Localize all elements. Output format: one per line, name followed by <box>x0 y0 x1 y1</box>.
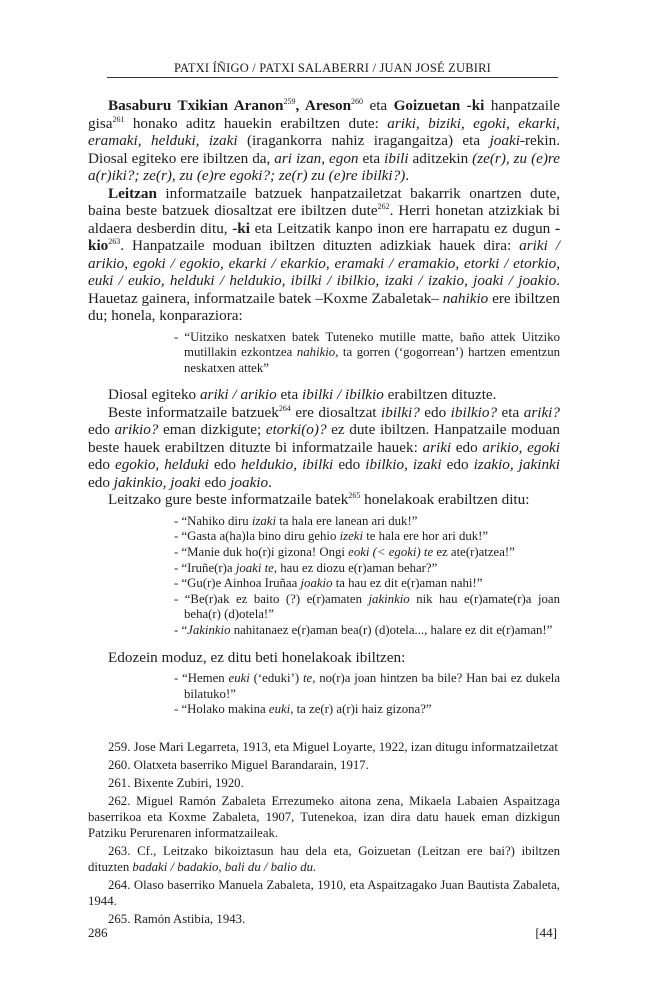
place-name: Basaburu Txikian Aranon <box>108 97 284 114</box>
verb: Jakinkio <box>187 622 231 637</box>
place-name: Goizuetan <box>393 97 461 114</box>
footnote-ref[interactable]: 262 <box>377 201 390 211</box>
text: . Herri honetan atzizkiak bi aldaera desberdin ditu, <box>88 202 560 237</box>
text: ere ibiltzen du; honela, konparaziora: <box>88 289 560 324</box>
verb: joaki te, <box>235 560 278 575</box>
text: ez dute ibiltzen. Hanpatzaile moduan beste hauek erabiltzen dituzte bi informatzaile hauek: <box>88 421 560 456</box>
quote-item <box>174 702 560 718</box>
verb: ibili <box>384 149 409 167</box>
text: eta Leitzatik kanpo inon ere harrapatu ez dugun <box>249 219 555 237</box>
verb: ibilkio? <box>450 403 498 421</box>
footnotes <box>88 739 560 929</box>
running-header: PATXI ÍÑIGO / PATXI SALABERRI / JUAN JOSÉ ZUBIRI <box>173 61 492 75</box>
text: eta <box>363 97 394 114</box>
text: edo <box>419 403 451 421</box>
verb: nahikio, <box>296 345 339 360</box>
page-number: 286 <box>88 925 108 940</box>
quote-text: te hala ere hor ari duk!” <box>363 529 489 544</box>
text: honako aditz hauekin erabiltzen dute: <box>124 114 388 132</box>
footnote-text: 263. Cf., Leitzako bikoiztasun hau dela eta, Goizuetan (Leitzan ere bai?) ibiltzen dituzten <box>88 844 560 874</box>
quote-text: - “Uitziko neskatxen batek Tuteneko mutille matte, baño attek Uitziko mutillakin ezkontzea <box>174 329 560 360</box>
text: edo <box>88 473 114 491</box>
quote-text: - “Hemen <box>174 671 229 686</box>
text: honelakoak erabiltzen ditu: <box>360 491 530 509</box>
suffix: -ki <box>460 97 485 114</box>
footnote-259: 259. Jose Mari Legarreta, 1913, eta Miguel Loyarte, 1922, izan ditugu informatzailetzat <box>108 740 558 754</box>
quote-item <box>174 576 560 592</box>
text: edo <box>451 438 483 456</box>
text: eman dizkigute; <box>158 421 266 439</box>
verb: jakinkio, joaki <box>113 473 201 491</box>
footnote-ref[interactable]: 263 <box>108 236 121 246</box>
footnote-ref[interactable]: 264 <box>278 403 291 413</box>
text: Leitzako gure beste informatzaile batek <box>108 491 349 509</box>
quote-text: - “Iruñe(r)a <box>174 560 236 575</box>
text: eta <box>276 386 303 404</box>
verb: eoki (< egoki) te <box>348 544 434 559</box>
quote-item <box>174 623 560 639</box>
verb: joakio <box>230 473 269 491</box>
text: . <box>268 473 272 491</box>
text: (iragankorra nahiz iragangaitza) eta <box>237 132 490 149</box>
quote-text: nahitanaez e(r)aman bea(r) (d)otela..., halare ez dit e(r)aman!” <box>230 622 553 637</box>
paragraph-6: Edozein moduz, ez ditu beti honelakoak ibiltzen: <box>108 648 406 666</box>
quote-item <box>174 671 560 702</box>
text: Beste informatzaile batzuek <box>108 403 279 421</box>
text: erabiltzen dituzte. <box>383 386 497 404</box>
text: edo <box>88 456 115 474</box>
quote-text: - “Nahiko diru <box>174 513 252 528</box>
footnote-ref[interactable]: 260 <box>351 96 364 106</box>
text: . Hauetaz gainera, informatzaile batek –Koxme Zabaletak– <box>88 272 560 307</box>
verb: ibilki? <box>381 403 420 421</box>
quote-text: ta ze(r) a(r)i haiz gizona?” <box>293 702 432 717</box>
text: eta <box>358 149 385 167</box>
text: -rekin. Diosal egiteko ere ibiltzen da, <box>88 132 560 167</box>
text: edo <box>88 421 115 439</box>
verb: te, <box>302 671 316 686</box>
quote-text: - “Gu(r)e Ainhoa Iruñaa <box>174 576 301 591</box>
text: ere diosaltzat <box>290 403 381 421</box>
verb: egokio, helduki <box>114 456 209 474</box>
verb-forms: (ze(r), zu (e)re a(r)iki?; ze(r), zu (e)re egoki?; ze(r) zu (e)re ibilki?) <box>88 149 561 184</box>
quote-text: (‘eduki’) <box>249 671 303 686</box>
quote-item <box>174 561 560 577</box>
text: edo <box>333 456 366 474</box>
quote-text: - “Be(r)ak ez baito (?) e(r)amaten <box>174 591 369 606</box>
text: edo <box>441 456 474 474</box>
verb: joakio <box>300 576 333 591</box>
quote-item <box>174 529 560 545</box>
main-text <box>88 97 560 728</box>
quote-item <box>174 330 560 377</box>
quote-item <box>174 545 560 561</box>
paragraph-3 <box>88 386 560 404</box>
verb: izaki <box>251 513 276 528</box>
verb: etorki(o)? <box>265 421 327 439</box>
verb-list: ariki / arikio <box>199 386 277 404</box>
verb: ibilkio, izaki <box>365 456 442 474</box>
paragraph-5 <box>88 491 560 509</box>
verb-list: ariki, biziki, egoki, ekarki, eramaki, helduki, izaki <box>88 114 560 149</box>
text: Diosal egiteko <box>108 386 200 404</box>
verb: arikio? <box>114 421 159 439</box>
verb-list: ibilki / ibilkio <box>302 386 384 404</box>
comma: , <box>295 97 305 114</box>
place-name: Leitzan <box>108 184 157 202</box>
quote-item <box>174 514 560 530</box>
quote-text: no(r)a joan hintzen ba bile? Han bai ez dukela bilatuko!” <box>184 671 561 701</box>
text: informatzaile batzuek hanpatzailetzat bakarrik onartzen dute, baina beste batzuek diosaltzat ere ibiltzen dute <box>88 184 560 219</box>
quote-text: hau ez diozu e(r)aman behar?” <box>277 560 438 575</box>
text: edo <box>208 456 241 474</box>
verb: joaki <box>489 132 520 149</box>
suffix: -ki <box>232 219 250 237</box>
footnote-260: 260. Olatxeta baserriko Miguel Barandarain, 1917. <box>108 758 369 772</box>
footnote-262: 262. Miguel Ramón Zabaleta Errezumeko aitona zena, Mikaela Labaien Aspaitzaga baserrikoa eta Koxme Zabaleta, 1907, Tutenekoa, izan dira datu hauek eman dizkigun Patziku Perurenaren informatzaileak. <box>88 794 560 840</box>
verb: heldukio, ibilki <box>240 456 334 474</box>
text: aditzekin <box>408 149 473 167</box>
verb: jakinkio <box>368 591 410 606</box>
verb: izeki <box>339 529 364 544</box>
quote-text: - “Gasta a(ha)la bino diru gehio <box>174 529 340 544</box>
verb: ariki <box>422 438 452 456</box>
verb: nahikio <box>442 289 489 307</box>
text: . <box>405 167 410 184</box>
footnote-263 <box>88 843 560 875</box>
header-rule <box>107 77 558 78</box>
paragraph-2 <box>88 185 560 325</box>
quote-text: - “Manie duk ho(r)i gizona! Ongi <box>174 544 349 559</box>
verb-list: ari izan, egon <box>274 149 359 167</box>
footnote-ref[interactable]: 261 <box>112 114 125 124</box>
quote-text: - “Holako makina <box>174 702 269 717</box>
verb: izakio, jakinki <box>473 456 561 474</box>
verb-list: badaki / badakio, bali du / balio du. <box>132 860 317 874</box>
suffix: -kio <box>88 219 560 254</box>
footnote-265: 265. Ramón Astibia, 1943. <box>108 912 246 926</box>
quote-text: ez ate(r)atzea!” <box>433 544 515 559</box>
paragraph-1 <box>88 97 560 185</box>
text: hanpatzaile gisa <box>88 97 560 132</box>
footnote-ref[interactable]: 259 <box>283 96 296 106</box>
quote-text: ta hala ere lanean ari duk!” <box>276 513 418 528</box>
paragraph-4 <box>88 404 560 492</box>
place-name: Areson <box>304 97 352 114</box>
verb: euki <box>228 671 250 686</box>
quote-block-1 <box>174 330 560 377</box>
quote-text: ta hau ez dit e(r)aman nahi!” <box>332 576 483 591</box>
quote-text: ta gorren (‘gogorrean’) hartzen ementzun neskatxen attek” <box>184 345 560 375</box>
footnote-ref[interactable]: 265 <box>348 491 361 501</box>
quote-block-2 <box>174 514 560 639</box>
section-number: [44] <box>535 925 557 940</box>
text: edo <box>200 473 231 491</box>
verb: ariki? <box>523 403 560 421</box>
quote-block-3 <box>174 671 560 718</box>
footnote-264: 264. Olaso baserriko Manuela Zabaleta, 1910, eta Aspaitzagako Juan Bautista Zabaleta, 1944. <box>88 878 560 908</box>
text: eta <box>497 403 524 421</box>
quote-text: nik hau e(r)amate(r)a joan beha(r) (d)otela!” <box>184 591 560 622</box>
quote-text: - “ <box>174 622 188 637</box>
verb: arikio, egoki <box>482 438 561 456</box>
text: . Hanpatzaile moduan ibiltzen dituzten adizkiak hauek dira: <box>120 237 520 254</box>
footnote-261: 261. Bixente Zubiri, 1920. <box>108 776 244 790</box>
verb: euki, <box>268 702 294 717</box>
verb-list: ariki / arikio, egoki / egokio, ekarki / ekarkio, eramaki / eramakio, etorki / etorkio, euki / eukio, helduki / heldukio, ibilki / ibilkio, izaki / izakio, joaki / joakio <box>88 237 560 289</box>
quote-item <box>174 592 560 623</box>
